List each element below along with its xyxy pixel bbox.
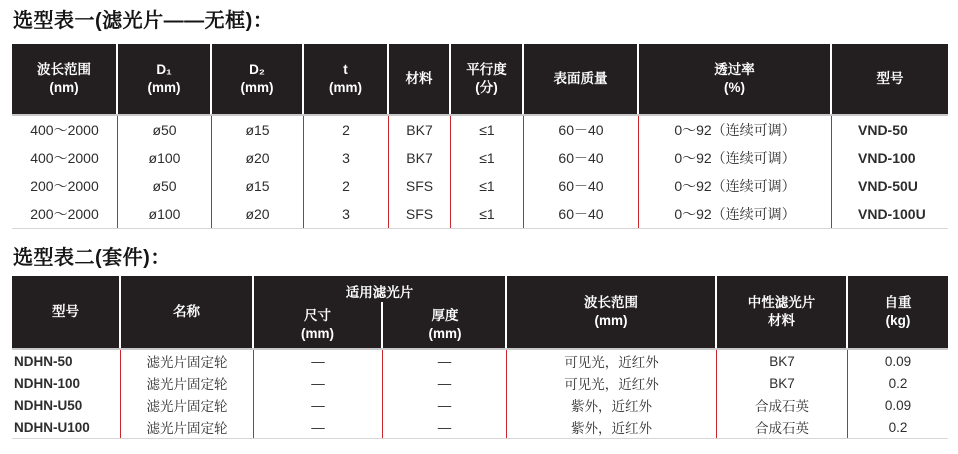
table-cell: 0～92（连续可调） xyxy=(639,172,832,200)
table-cell: ≤1 xyxy=(451,200,524,228)
table1 xyxy=(12,44,948,229)
table-cell: 2 xyxy=(304,116,389,144)
table-cell: 2 xyxy=(304,172,389,200)
table2-header-row xyxy=(12,276,948,350)
table-cell: ø20 xyxy=(212,200,304,228)
t2-header-applicable-filter-group xyxy=(254,276,507,348)
table-cell: NDHN-50 xyxy=(12,350,121,372)
table-cell: 3 xyxy=(304,144,389,172)
t1-header-d2: D₂ (mm) xyxy=(212,44,304,114)
table-row xyxy=(12,394,948,416)
t2-header-weight: 自重 (kg) xyxy=(848,276,948,348)
t2-group-label: 适用滤光片 xyxy=(345,285,414,300)
table-cell: ø15 xyxy=(212,172,304,200)
table-cell: 0.09 xyxy=(884,397,912,413)
table-cell: 0.2 xyxy=(888,419,908,435)
table-cell: 可见光，近红外 xyxy=(507,372,717,394)
table-cell: ≤1 xyxy=(451,144,524,172)
table-cell: NDHN-U100 xyxy=(12,416,121,438)
table-cell: 60－40 xyxy=(524,200,639,228)
table-cell: BK7 xyxy=(717,350,848,372)
table-cell: NDHN-100 xyxy=(12,372,121,394)
table-cell: 400～2000 xyxy=(12,116,118,144)
table2-title: 选型表二(套件)： xyxy=(13,247,171,269)
table-cell: ø100 xyxy=(118,200,212,228)
table-cell: 60－40 xyxy=(524,172,639,200)
table-cell: — xyxy=(383,394,507,416)
table-row xyxy=(12,350,948,372)
t2-header-nd-filter-material: 中性滤光片 材料 xyxy=(717,276,848,348)
table1-body xyxy=(12,116,948,229)
table-cell: BK7 xyxy=(389,116,451,144)
table-cell: 0～92（连续可调） xyxy=(639,116,832,144)
table-cell: 滤光片固定轮 xyxy=(121,372,254,394)
t2-header-thickness: 厚度 (mm) xyxy=(428,308,462,341)
t1-header-model: 型号 xyxy=(832,44,948,114)
t2-header-size: 尺寸 (mm) xyxy=(254,302,383,348)
table-cell: VND-100U xyxy=(858,206,926,222)
table-cell: 3 xyxy=(304,200,389,228)
table1-header-row xyxy=(12,44,948,116)
table-cell: 紫外，近红外 xyxy=(507,394,717,416)
table-cell: ø100 xyxy=(118,144,212,172)
t1-header-surface-quality: 表面质量 xyxy=(524,44,639,114)
table2 xyxy=(12,276,948,439)
table-cell: VND-50 xyxy=(858,122,908,138)
t2-header-name: 名称 xyxy=(121,276,254,348)
table-cell: 紫外，近红外 xyxy=(507,416,717,438)
table-cell: VND-100 xyxy=(858,150,916,166)
t2-group-subheaders xyxy=(254,302,505,348)
t2-header-wavelength-range: 波长范围 (mm) xyxy=(507,276,717,348)
table-cell: 可见光，近红外 xyxy=(507,350,717,372)
table-cell: 0.09 xyxy=(884,353,912,369)
table-cell: ø20 xyxy=(212,144,304,172)
table-cell: ø15 xyxy=(212,116,304,144)
table-row xyxy=(12,144,948,172)
table-cell: 200～2000 xyxy=(12,200,118,228)
t1-header-parallelism: 平行度 (分) xyxy=(451,44,524,114)
t2-header-model: 型号 xyxy=(12,276,121,348)
table-row xyxy=(12,372,948,394)
table-cell: — xyxy=(254,416,383,438)
table-row xyxy=(12,416,948,438)
t1-header-transmittance: 透过率 (%) xyxy=(639,44,832,114)
table-cell: BK7 xyxy=(389,144,451,172)
table-cell: 60－40 xyxy=(524,116,639,144)
table-cell: ≤1 xyxy=(451,172,524,200)
table-cell: — xyxy=(383,350,507,372)
table-cell: 0～92（连续可调） xyxy=(639,200,832,228)
table-cell: 合成石英 xyxy=(717,394,848,416)
table-cell: ≤1 xyxy=(451,116,524,144)
table-cell: — xyxy=(254,394,383,416)
t1-header-wavelength-range: 波长范围 (nm) xyxy=(12,44,118,114)
table-cell: 0～92（连续可调） xyxy=(639,144,832,172)
table-row xyxy=(12,200,948,228)
table-cell: 滤光片固定轮 xyxy=(121,416,254,438)
table-cell: — xyxy=(254,372,383,394)
table-cell: — xyxy=(383,416,507,438)
table-cell: 400～2000 xyxy=(12,144,118,172)
table1-title: 选型表一(滤光片——无框)： xyxy=(13,10,274,32)
table-cell: NDHN-U50 xyxy=(12,394,121,416)
table2-body xyxy=(12,350,948,439)
table-cell: SFS xyxy=(389,200,451,228)
t1-header-d1: D₁ (mm) xyxy=(118,44,212,114)
table-cell: ø50 xyxy=(118,116,212,144)
table-cell: 0.2 xyxy=(888,375,908,391)
t1-header-material: 材料 xyxy=(389,44,451,114)
table-cell: 200～2000 xyxy=(12,172,118,200)
table-row xyxy=(12,116,948,144)
table-cell: — xyxy=(254,350,383,372)
table-cell: ø50 xyxy=(118,172,212,200)
table-cell: 60－40 xyxy=(524,144,639,172)
table-row xyxy=(12,172,948,200)
table-cell: — xyxy=(383,372,507,394)
table-cell: BK7 xyxy=(717,372,848,394)
table-cell: SFS xyxy=(389,172,451,200)
t1-header-thickness: t (mm) xyxy=(304,44,389,114)
table-cell: VND-50U xyxy=(858,178,918,194)
table-cell: 滤光片固定轮 xyxy=(121,350,254,372)
table-cell: 合成石英 xyxy=(717,416,848,438)
table-cell: 滤光片固定轮 xyxy=(121,394,254,416)
